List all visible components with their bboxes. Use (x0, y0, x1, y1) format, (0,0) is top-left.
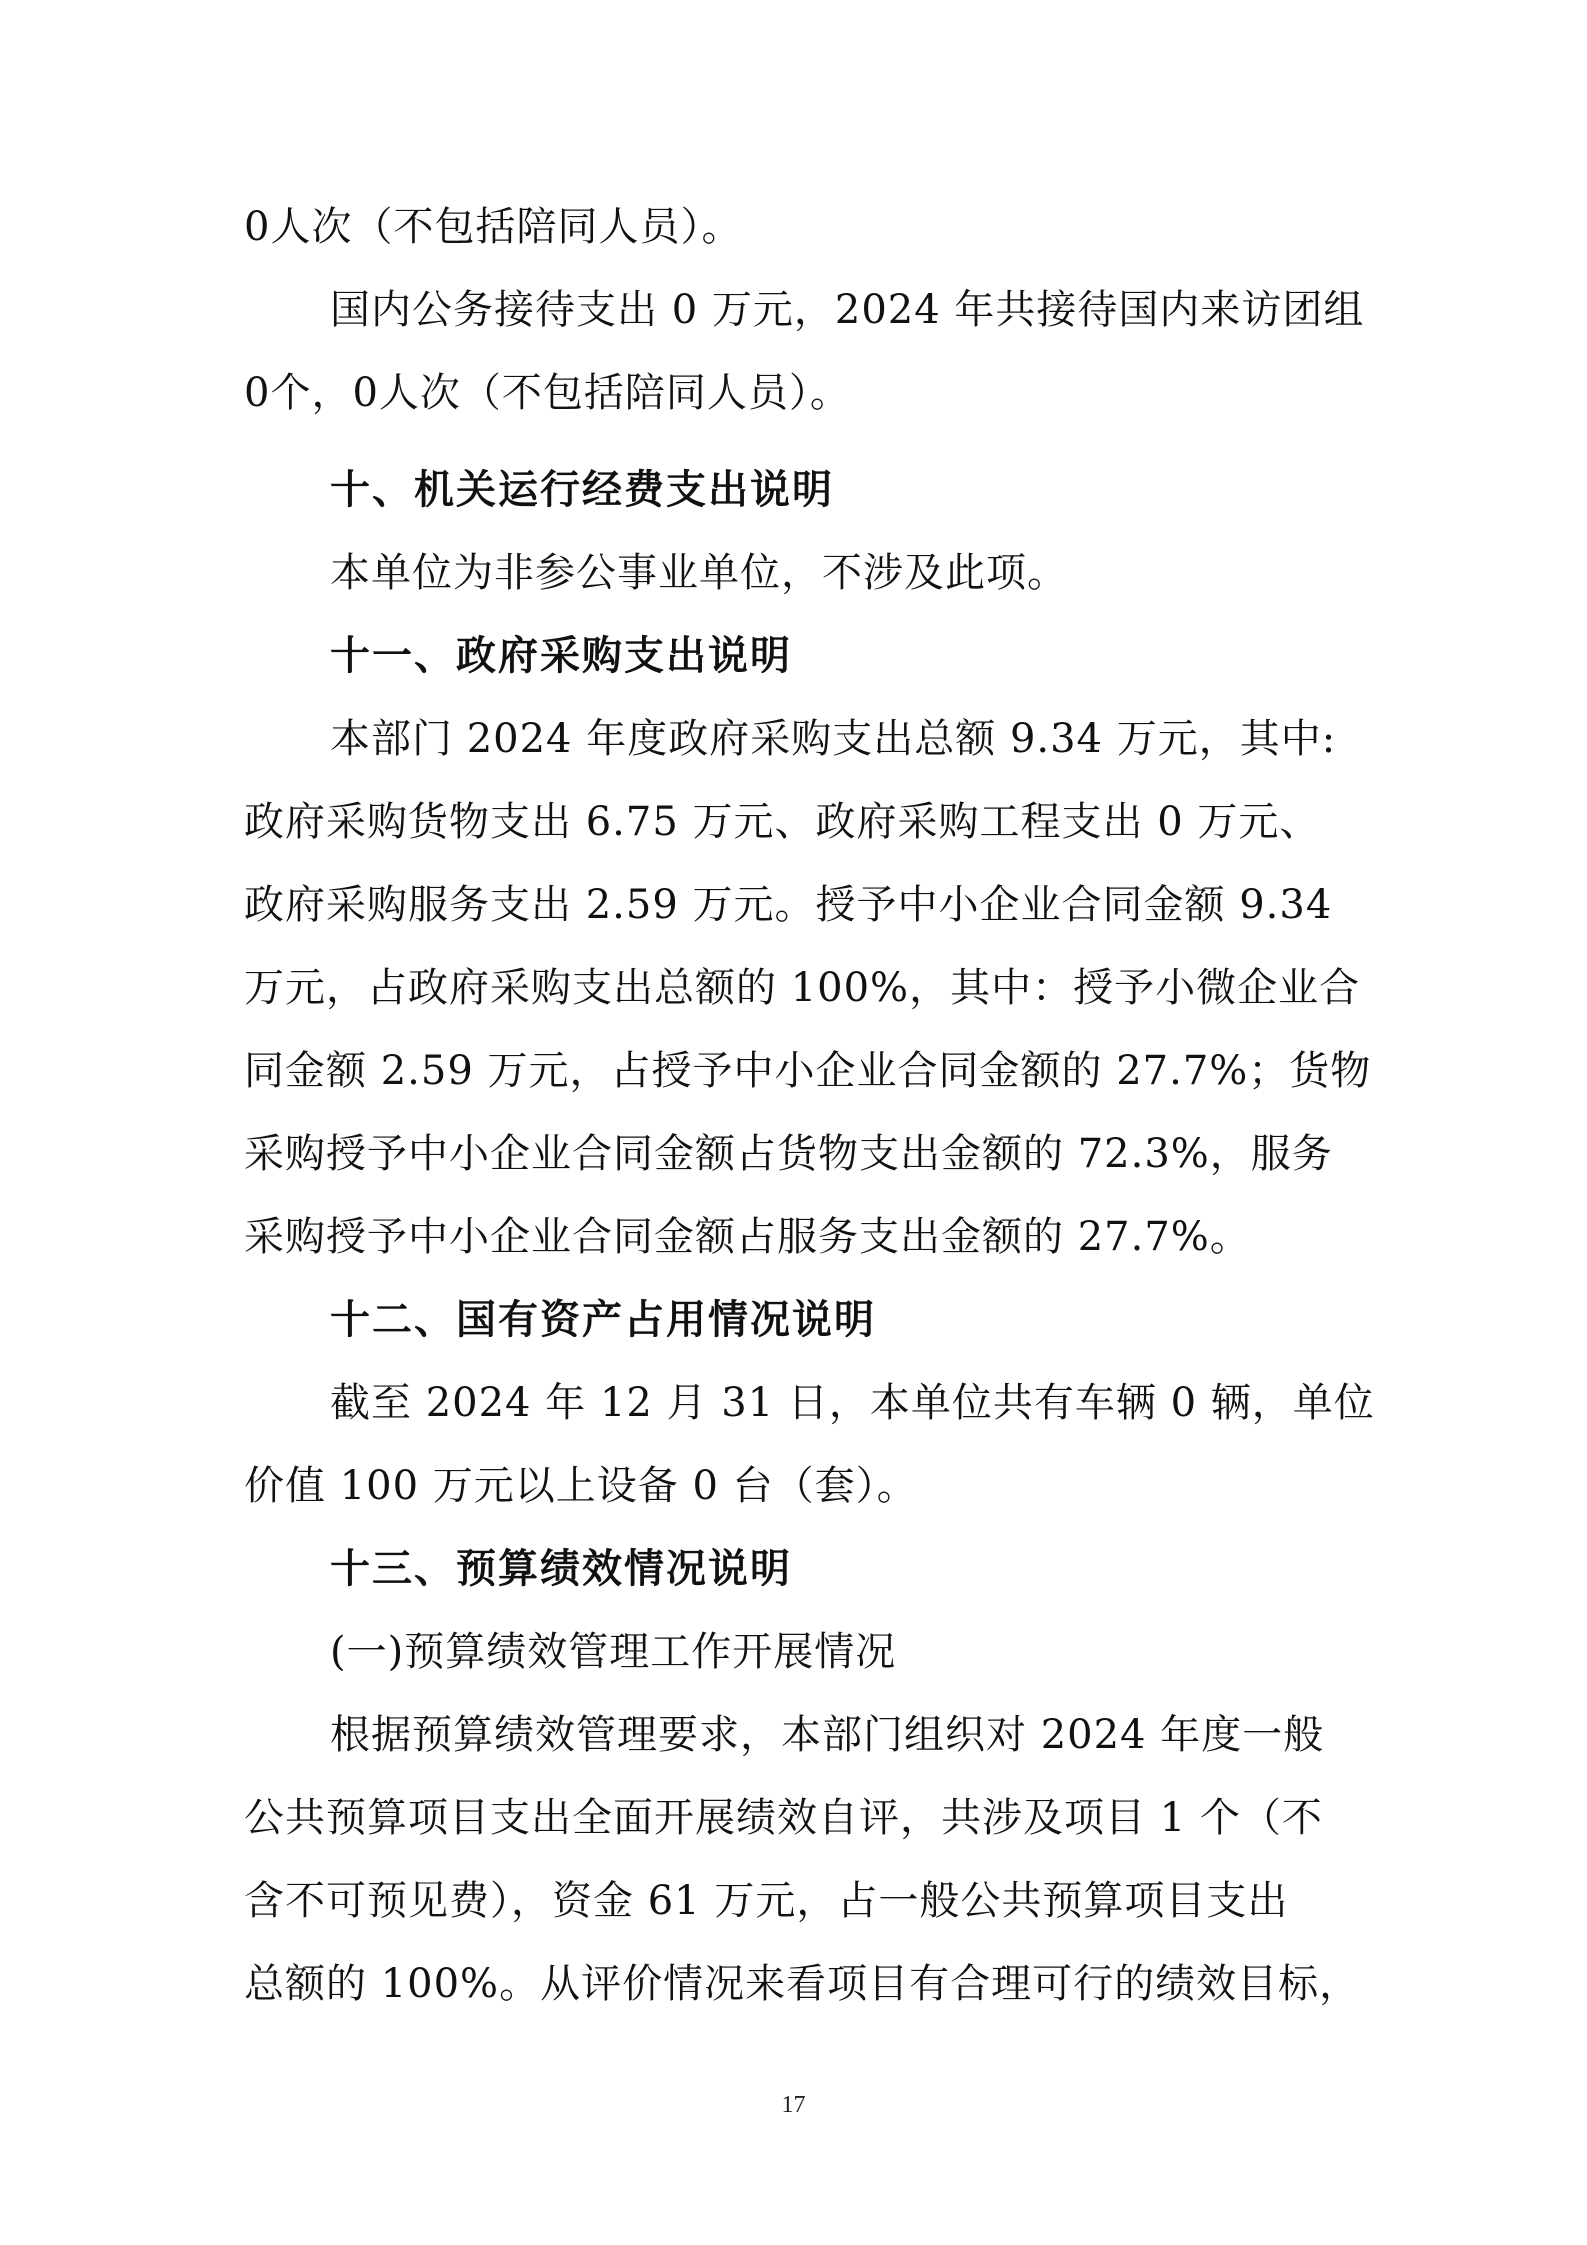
body-line: 万元，占政府采购支出总额的 100%，其中：授予小微企业合 (244, 965, 1361, 1011)
body-line: 公共预算项目支出全面开展绩效自评，共涉及项目 1 个（不 (244, 1795, 1323, 1841)
body-line: 政府采购服务支出 2.59 万元。授予中小企业合同金额 9.34 (244, 882, 1333, 928)
section-heading-10: 十、机关运行经费支出说明 (330, 467, 834, 513)
body-line: 国内公务接待支出 0 万元，2024 年共接待国内来访团组 (330, 287, 1365, 333)
body-line: 0人次（不包括陪同人员）。 (244, 204, 743, 250)
body-line: 采购授予中小企业合同金额占货物支出金额的 72.3%，服务 (244, 1131, 1333, 1177)
body-line: 本单位为非参公事业单位，不涉及此项。 (330, 550, 1068, 596)
body-line: 总额的 100%。从评价情况来看项目有合理可行的绩效目标， (244, 1961, 1361, 2007)
body-line: 政府采购货物支出 6.75 万元、政府采购工程支出 0 万元、 (244, 799, 1321, 845)
body-line: 0个，0人次（不包括陪同人员）。 (244, 370, 851, 416)
section-heading-12: 十二、国有资产占用情况说明 (330, 1297, 876, 1343)
subsection-heading: (一)预算绩效管理工作开展情况 (330, 1629, 897, 1675)
section-heading-11: 十一、政府采购支出说明 (330, 633, 792, 679)
body-line: 同金额 2.59 万元，占授予中小企业合同金额的 27.7%；货物 (244, 1048, 1372, 1094)
section-heading-13: 十三、预算绩效情况说明 (330, 1546, 792, 1592)
document-body (244, 186, 1375, 2026)
body-line: 截至 2024 年 12 月 31 日，本单位共有车辆 0 辆，单位 (330, 1380, 1375, 1426)
body-line: 价值 100 万元以上设备 0 台（套）。 (244, 1463, 918, 1509)
body-line: 含不可预见费），资金 61 万元，占一般公共预算项目支出 (244, 1878, 1289, 1924)
page-number: 17 (781, 2092, 806, 2118)
body-line: 根据预算绩效管理要求，本部门组织对 2024 年度一般 (330, 1712, 1325, 1758)
body-line: 本部门 2024 年度政府采购支出总额 9.34 万元，其中: (330, 716, 1337, 762)
body-line: 采购授予中小企业合同金额占服务支出金额的 27.7%。 (244, 1214, 1251, 1260)
